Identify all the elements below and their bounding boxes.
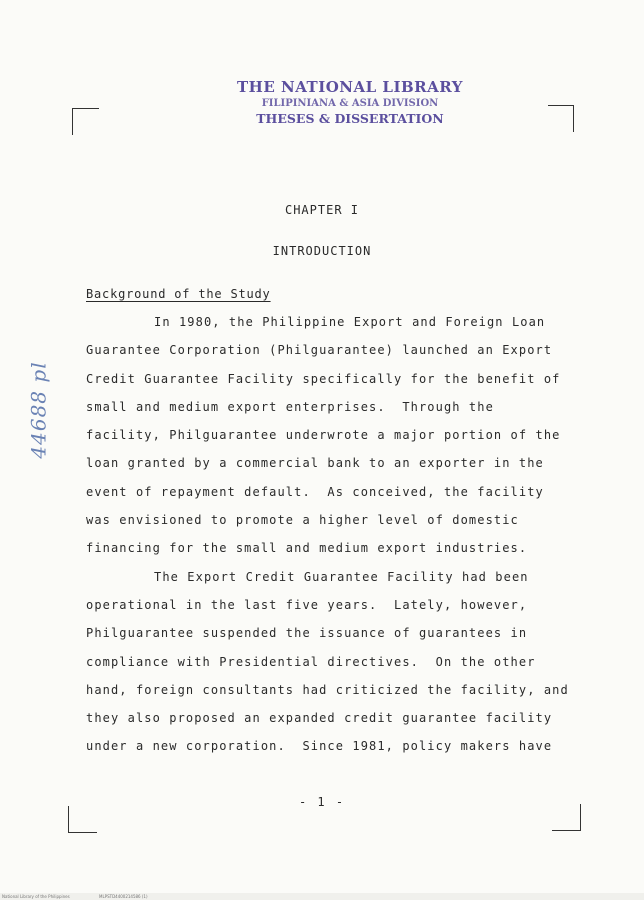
paragraph-line: under a new corporation. Since 1981, policy makers have: [86, 739, 553, 754]
paragraph-line: Credit Guarantee Facility specifically for the benefit of: [86, 371, 561, 386]
crop-mark-bottom-left: [68, 806, 97, 833]
paragraph-line: loan granted by a commercial bank to an exporter in the: [86, 456, 544, 471]
chapter-label: CHAPTER I: [284, 203, 360, 217]
page-number: - 1 -: [298, 795, 346, 809]
paragraph-line: event of repayment default. As conceived, the facility: [86, 484, 544, 499]
crop-mark-top-left: [72, 108, 99, 135]
paragraph-line: Guarantee Corporation (Philguarantee) launched an Export: [86, 343, 553, 358]
paragraph-line: small and medium export enterprises. Through the: [86, 399, 494, 414]
library-stamp: [230, 78, 470, 127]
paragraph-line: The Export Credit Guarantee Facility had been: [154, 569, 529, 584]
paragraph-line: Philguarantee suspended the issuance of guarantees in: [86, 626, 528, 641]
crop-mark-top-right: [548, 105, 574, 132]
paragraph-line: operational in the last five years. Lately, however,: [86, 597, 528, 612]
handwritten-accession-number: 44688 pl: [26, 361, 51, 459]
paragraph-line: facility, Philguarantee underwrote a major portion of the: [86, 428, 561, 443]
scan-footer: [0, 893, 644, 900]
body-text: [86, 313, 586, 766]
paragraph-line: was envisioned to promote a higher level of domestic: [86, 513, 519, 528]
paragraph-line: financing for the small and medium export industries.: [86, 541, 528, 556]
paragraph-line: In 1980, the Philippine Export and Foreign Loan: [154, 315, 546, 329]
paragraph-line: compliance with Presidential directives. On the other: [86, 654, 536, 669]
stamp-line-3: THESES & DISSERTATION: [256, 111, 444, 126]
footer-left: National Library of the Philippines: [2, 894, 70, 899]
stamp-line-1: THE NATIONAL LIBRARY: [237, 78, 463, 96]
paragraph-line: hand, foreign consultants had criticized the facility, and: [86, 682, 569, 697]
footer-right: MLPSTD4400214586 (1): [99, 894, 148, 899]
paragraph-line: they also proposed an expanded credit guarantee facility: [86, 711, 553, 726]
section-heading: Background of the Study: [86, 287, 271, 301]
stamp-line-2: FILIPINIANA & ASIA DIVISION: [261, 98, 439, 109]
chapter-title: INTRODUCTION: [272, 244, 372, 258]
